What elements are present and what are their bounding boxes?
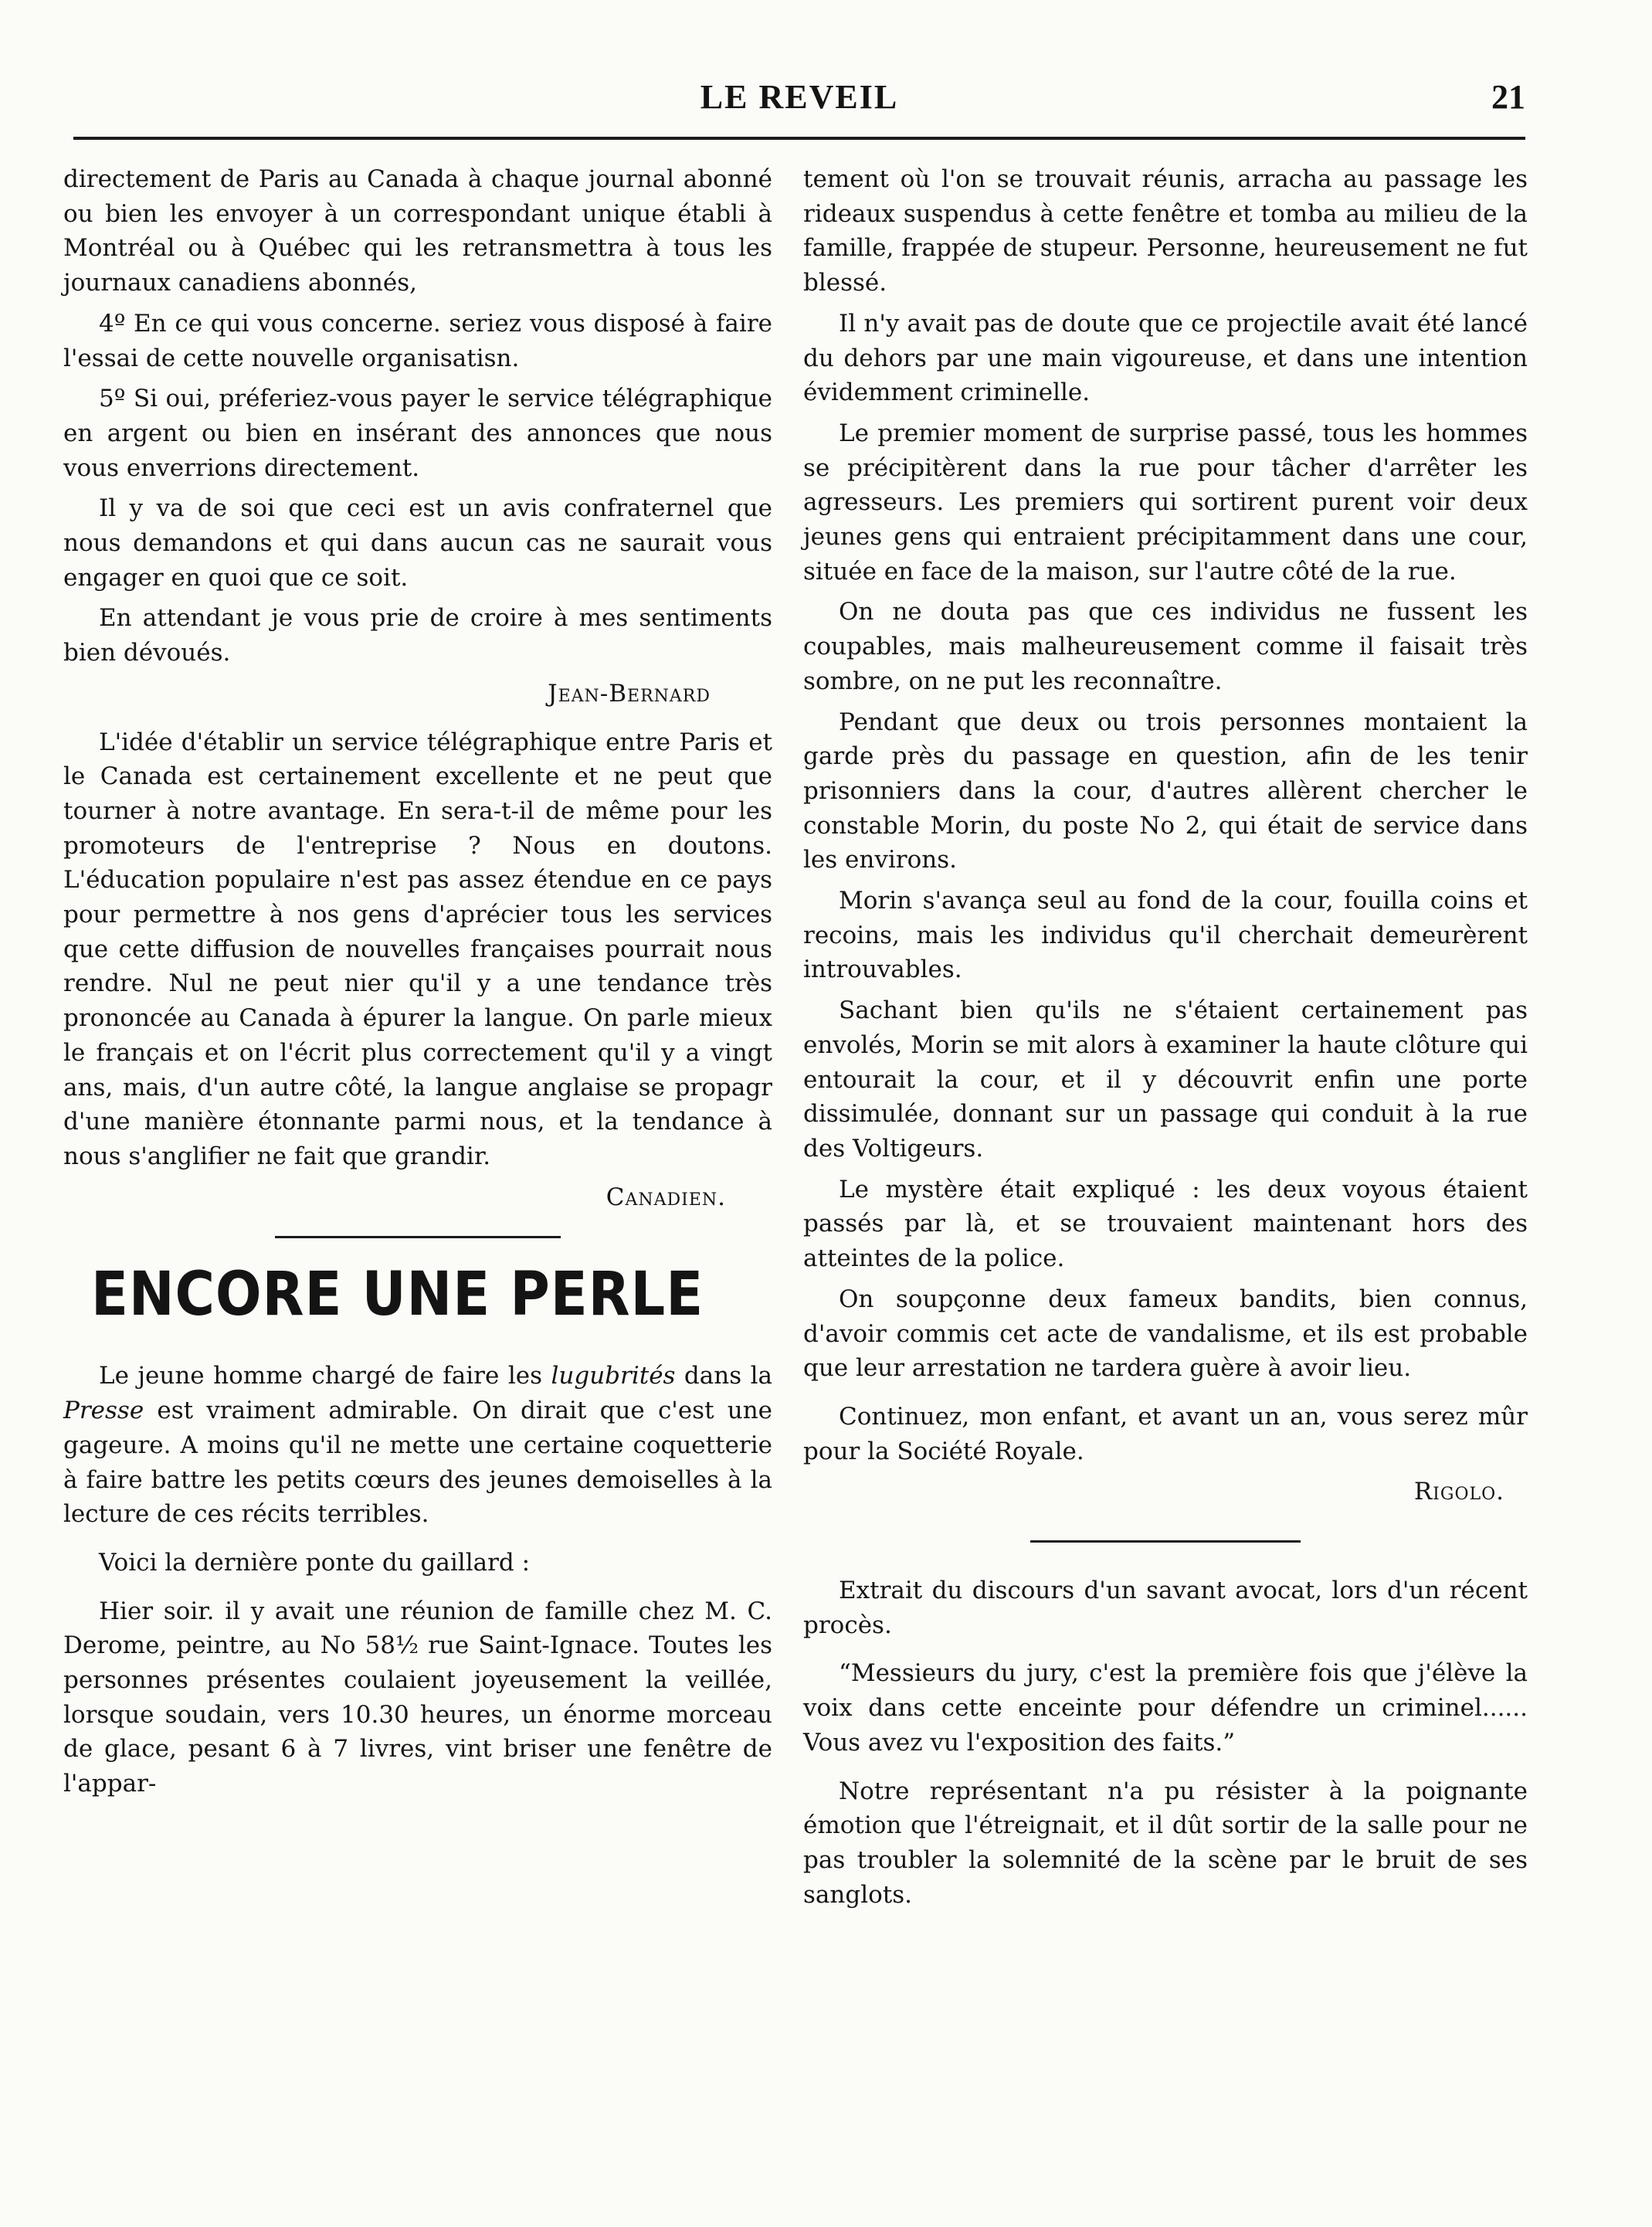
signature-canadien: Canadien.: [606, 1183, 726, 1211]
page-header: [73, 77, 1525, 124]
header-rule: [73, 137, 1525, 140]
paragraph: Le premier moment de surprise passé, tous les hommes se précipitèrent dans la rue pour tâcher d'arrêter les agresseurs. Les premiers qui sortirent purent voir deux jeunes gens qui entraient précipitamment dans une cour, située en face de la maison, sur l'autre côté de la rue.: [803, 419, 1528, 586]
paragraph: Morin s'avança seul au fond de la cour, fouilla coins et recoins, mais les individus qu'il cherchait demeurèrent introuvables.: [803, 887, 1528, 984]
paragraph: Voici la dernière ponte du gaillard :: [99, 1548, 531, 1577]
italic-term: Presse: [63, 1397, 144, 1425]
paragraph: Notre représentant n'a pu résister à la poignante émotion que l'étreignait, et il dût sortir de la salle pour ne pas troubler la solemnité de la scène par le bruit de ses sanglots.: [803, 1777, 1528, 1909]
paragraph: L'idée d'établir un service télégraphique entre Paris et le Canada est certainement excellente et ne peut que tourner à notre avantage. En sera-t-il de même pour les promoteurs de l'entreprise ? Nous en doutons. L'éducation populaire n'est pas assez étendue en ce pays pour permettre à nos gens d'aprécier tous les services que cette diffusion de nouvelles françaises pourrait nous rendre. Nul ne peut nier qu'il y a une tendance très prononcée au Canada à épurer la langue. On parle mieux le français et on l'écrit plus correctement qu'il y a vingt ans, mais, d'un autre côté, la langue anglaise se propagr d'une manière étonnante parmi nous, et la tendance à nous s'anglifier ne fait que grandir.: [63, 728, 772, 1170]
paragraph: [63, 1359, 772, 1532]
text-run: dans la: [675, 1362, 772, 1390]
paragraph: Le mystère était expliqué : les deux voyous étaient passés par là, et se trouvaient maintenant hors des atteintes de la police.: [803, 1175, 1528, 1273]
paragraph: Continuez, mon enfant, et avant un an, vous serez mûr pour la Société Royale.: [803, 1402, 1528, 1465]
paragraph: Il y va de soi que ceci est un avis confraternel que nous demandons et qui dans aucun cas ne saurait vous engager en quoi que ce soit.: [63, 494, 772, 592]
signature-jean-bernard: Jean-Bernard: [548, 679, 711, 708]
paragraph: Pendant que deux ou trois personnes montaient la garde près du passage en question, afin de les tenir prisonniers dans la cour, d'autres allèrent chercher le constable Morin, du poste No 2, qui était de service dans les environs.: [803, 708, 1528, 874]
paragraph: “Messieurs du jury, c'est la première fois que j'élève la voix dans cette enceinte pour défendre un criminel...... Vous avez vu l'exposition des faits.”: [803, 1659, 1528, 1757]
paragraph: directement de Paris au Canada à chaque journal abonné ou bien les envoyer à un correspondant unique établi à Montréal ou à Québec qui les retransmettra à tous les journaux canadiens abonnés,: [63, 165, 772, 297]
article-headline: ENCORE UNE PERLE: [91, 1260, 704, 1330]
paragraph: Il n'y avait pas de doute que ce projectile avait été lancé du dehors par une main vigoureuse, et dans une intention évidemment criminelle.: [803, 309, 1528, 407]
page-number: 21: [1491, 78, 1525, 116]
paragraph: tement où l'on se trouvait réunis, arracha au passage les rideaux suspendus à cette fenêtre et tomba au milieu de la famille, frappée de stupeur. Personne, heureusement ne fut blessé.: [803, 165, 1528, 297]
paragraph: On soupçonne deux fameux bandits, bien connus, d'avoir commis cet acte de vandalisme, et ils est probable que leur arrestation ne tardera guère à avoir lieu.: [803, 1285, 1528, 1383]
right-column: [803, 162, 1528, 1918]
signature-rigolo: Rigolo.: [1413, 1478, 1504, 1506]
masthead: LE REVEIL: [700, 78, 899, 116]
italic-term: lugubrités: [551, 1362, 676, 1390]
section-divider: [275, 1236, 561, 1238]
paragraph: Hier soir. il y avait une réunion de famille chez M. C. Derome, peintre, au No 58½ rue Saint-Ignace. Toutes les personnes présentes coulaient joyeusement la veillée, lorsque soudain, vers 10.30 heures, un énorme morceau de glace, pesant 6 à 7 livres, vint briser une fenêtre de l'appar-: [63, 1597, 772, 1798]
paragraph: On ne douta pas que ces individus ne fussent les coupables, mais malheureusement comme il faisait très sombre, on ne put les reconnaître.: [803, 598, 1528, 695]
paragraph: 5º Si oui, préferiez-vous payer le service télégraphique en argent ou bien en insérant des annonces que nous vous enverrions directement.: [63, 385, 772, 482]
paragraph: Extrait du discours d'un savant avocat, lors d'un récent procès.: [803, 1577, 1528, 1639]
text-run: est vraiment admirable. On dirait que c'est une gageure. A moins qu'il ne mette une certaine coquetterie à faire battre les petits cœurs des jeunes demoiselles à la lecture de ces récits terribles.: [63, 1397, 772, 1529]
left-column: [63, 162, 772, 1808]
paragraph: Sachant bien qu'ils ne s'étaient certainement pas envolés, Morin se mit alors à examiner la haute clôture qui entourait la cour, et il y découvrit enfin une porte dissimulée, donnant sur un passage qui conduit à la rue des Voltigeurs.: [803, 996, 1528, 1163]
paragraph: En attendant je vous prie de croire à mes sentiments bien dévoués.: [63, 604, 772, 667]
paragraph: 4º En ce qui vous concerne. seriez vous disposé à faire l'essai de cette nouvelle organisatisn.: [63, 309, 772, 372]
section-divider: [1030, 1540, 1301, 1543]
text-run: Le jeune homme chargé de faire les: [99, 1362, 551, 1390]
